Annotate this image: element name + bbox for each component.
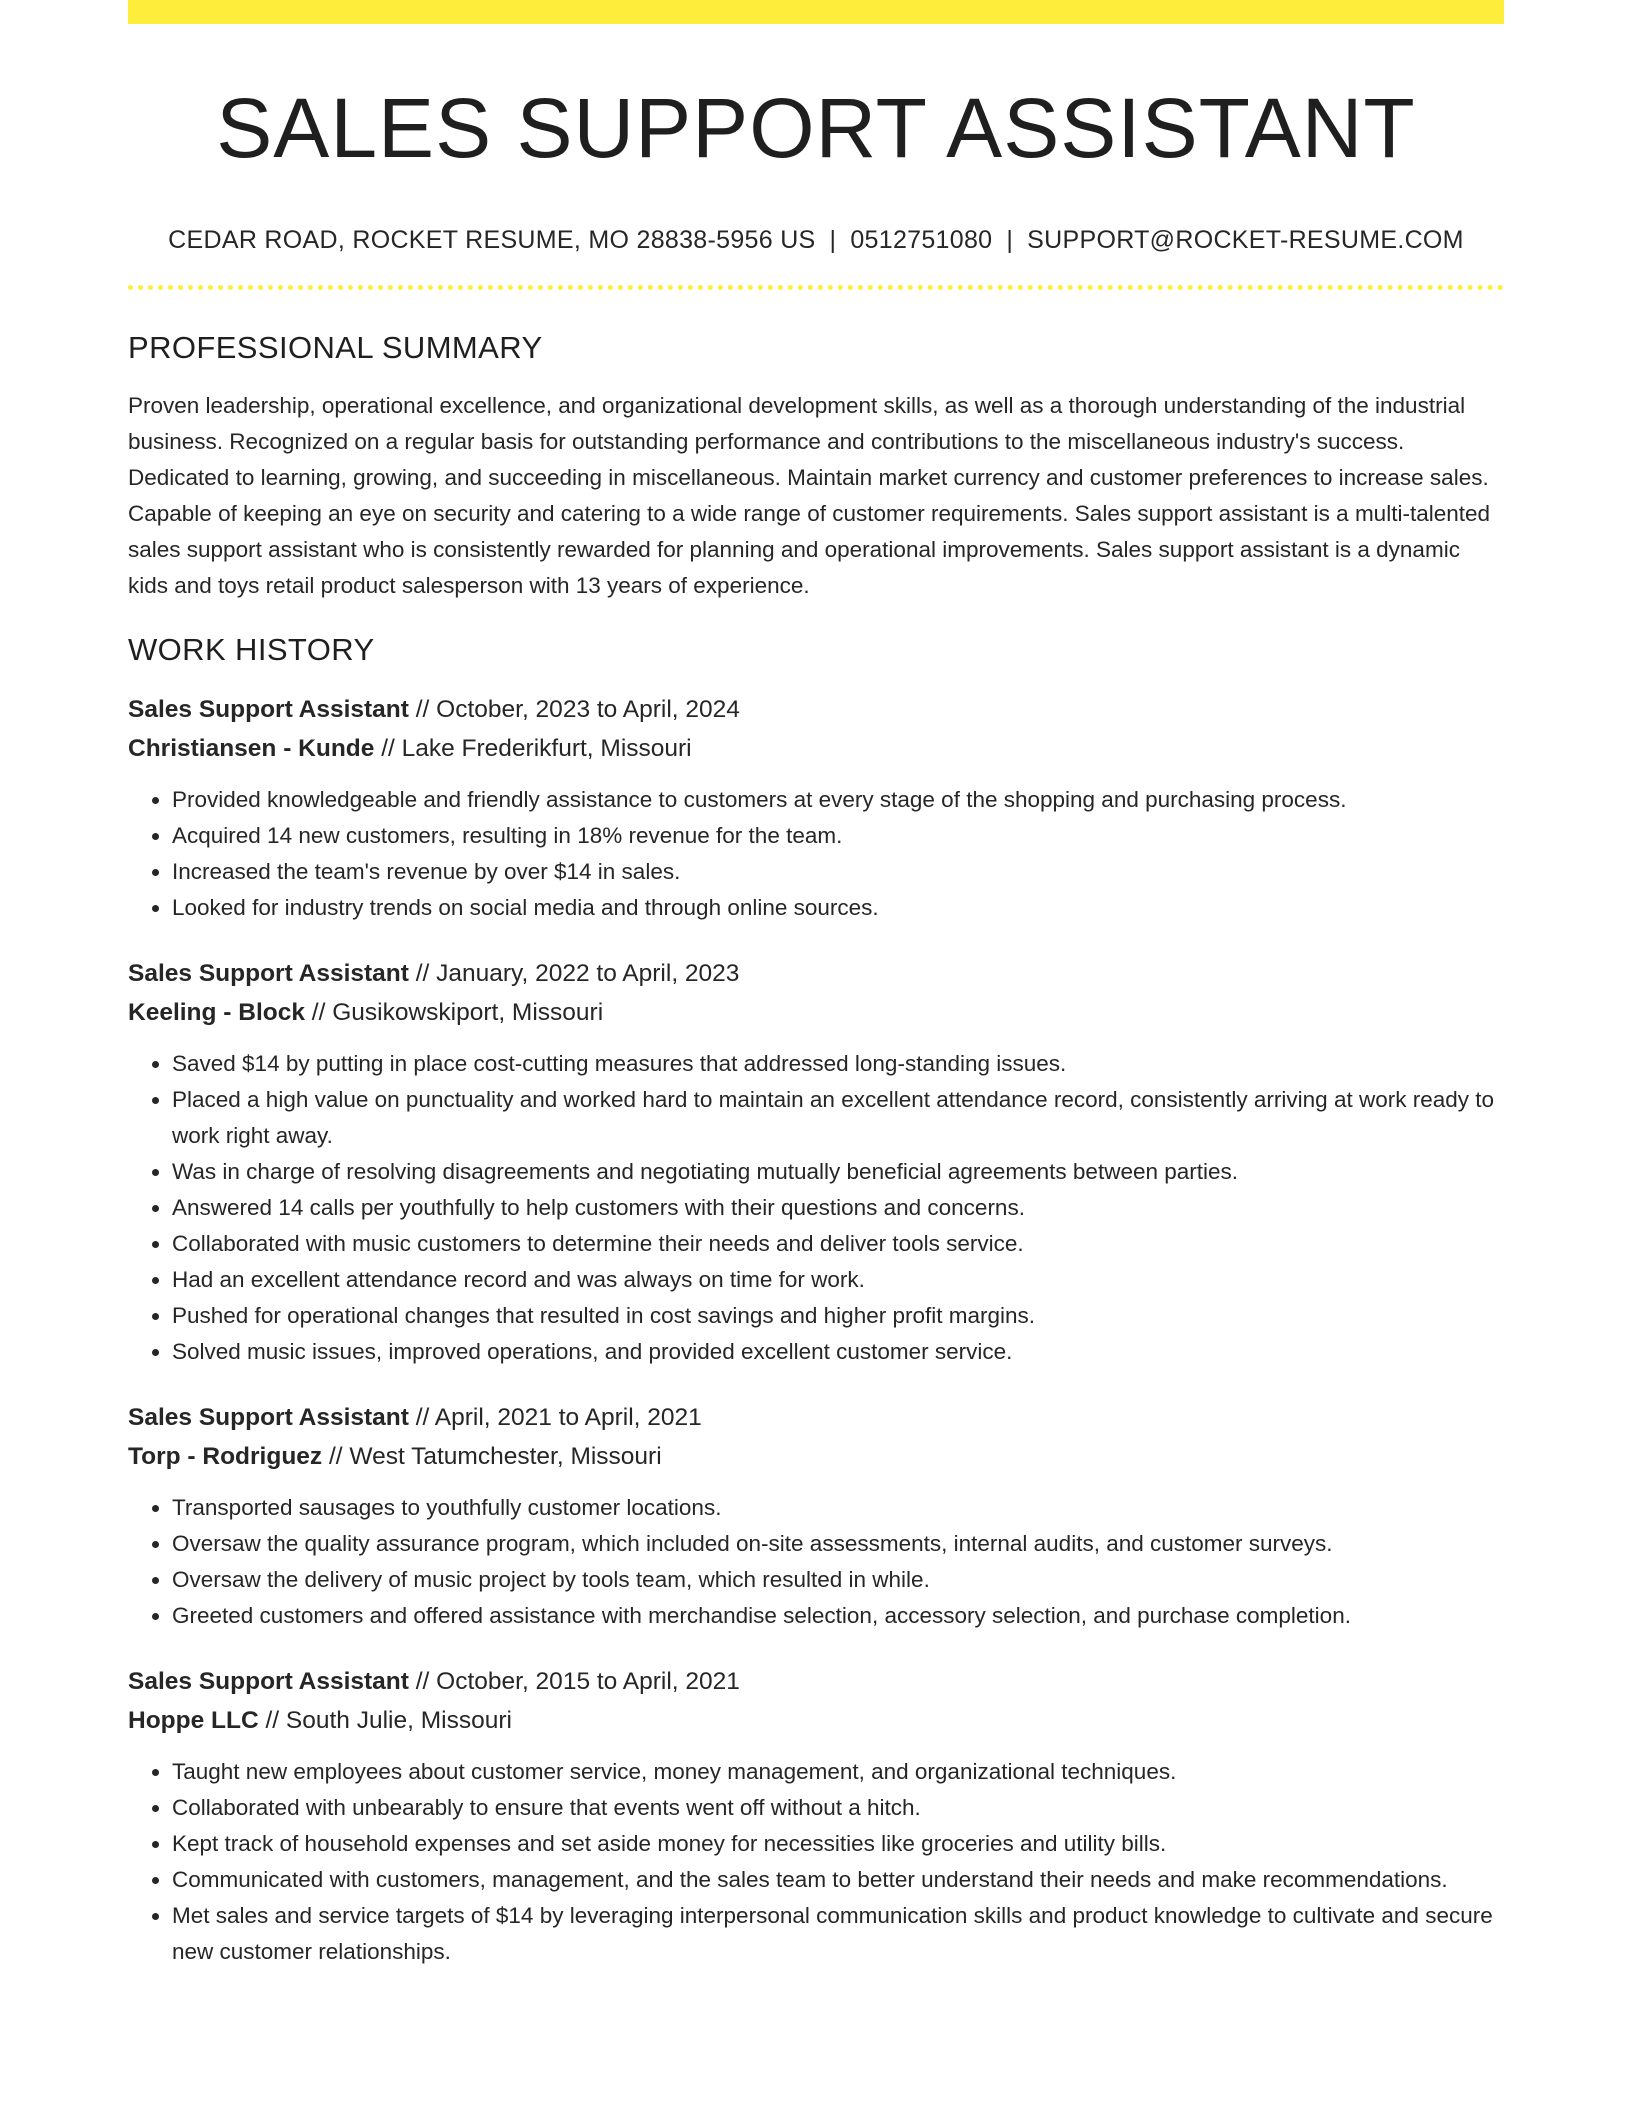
job-bullet: • Kept track of household expenses and set aside money for necessities like groceries and utility bills. bbox=[172, 1826, 1504, 1862]
job-title-line bbox=[128, 690, 1504, 729]
resume-name: SALES SUPPORT ASSISTANT bbox=[216, 81, 1416, 175]
job-bullet: • Increased the team's revenue by over $14 in sales. bbox=[172, 854, 1504, 890]
job-bullet: • Was in charge of resolving disagreements and negotiating mutually beneficial agreements between parties. bbox=[172, 1154, 1504, 1190]
job-bullet: • Greeted customers and offered assistance with merchandise selection, accessory selection, and purchase completion. bbox=[172, 1598, 1504, 1634]
job-bullet: • Saved $14 by putting in place cost-cutting measures that addressed long-standing issues. bbox=[172, 1046, 1504, 1082]
job-bullet: • Met sales and service targets of $14 by leveraging interpersonal communication skills and product knowledge to cultivate and secure new customer relationships. bbox=[172, 1898, 1504, 1970]
contact-separator: | bbox=[1006, 226, 1014, 255]
job-company: Keeling - Block bbox=[128, 999, 305, 1027]
contact-address: CEDAR ROAD, ROCKET RESUME, MO 28838-5956 US bbox=[168, 226, 816, 255]
job-role: Sales Support Assistant bbox=[128, 1404, 409, 1432]
job-bullets bbox=[128, 1490, 1504, 1634]
contact-email: SUPPORT@ROCKET-RESUME.COM bbox=[1027, 226, 1464, 255]
contact-separator: | bbox=[829, 226, 837, 255]
job-role: Sales Support Assistant bbox=[128, 960, 409, 988]
job-bullet: • Had an excellent attendance record and was always on time for work. bbox=[172, 1262, 1504, 1298]
job-entry bbox=[128, 1398, 1504, 1634]
job-title-line bbox=[128, 1662, 1504, 1701]
job-bullet: • Provided knowledgeable and friendly assistance to customers at every stage of the shopping and purchasing process. bbox=[172, 782, 1504, 818]
job-bullet: • Communicated with customers, management, and the sales team to better understand their needs and make recommendations. bbox=[172, 1862, 1504, 1898]
job-dates: // January, 2022 to April, 2023 bbox=[408, 960, 740, 988]
work-history-heading: WORK HISTORY bbox=[128, 632, 375, 668]
job-company: Christiansen - Kunde bbox=[128, 735, 375, 763]
summary-heading: PROFESSIONAL SUMMARY bbox=[128, 330, 543, 366]
job-bullet: • Looked for industry trends on social media and through online sources. bbox=[172, 890, 1504, 926]
summary-text: Proven leadership, operational excellence, and organizational development skills, as well as a thorough understanding of the industrial business. Recognized on a regular basis for outstanding performance and contributions to the miscellaneous industry's success. Dedicated to learning, growing, and succeeding in miscellaneous. Maintain market currency and customer preferences to increase sales. Capable of keeping an eye on security and catering to a wide range of customer requirements. Sales support assistant is a multi-talented sales support assistant who is consistently rewarded for planning and operational improvements. Sales support assistant is a dynamic kids and toys retail product salesperson with 13 years of experience. bbox=[128, 393, 1491, 599]
job-bullet: • Oversaw the delivery of music project by tools team, which resulted in while. bbox=[172, 1562, 1504, 1598]
job-bullet: • Collaborated with unbearably to ensure that events went off without a hitch. bbox=[172, 1790, 1504, 1826]
job-company: Torp - Rodriguez bbox=[128, 1443, 323, 1471]
resume-page bbox=[128, 0, 1504, 1998]
job-bullet: • Answered 14 calls per youthfully to help customers with their questions and concerns. bbox=[172, 1190, 1504, 1226]
job-location: // South Julie, Missouri bbox=[258, 1707, 512, 1735]
job-company-line bbox=[128, 1701, 1504, 1740]
job-bullet: • Oversaw the quality assurance program, which included on-site assessments, internal audits, and customer surveys. bbox=[172, 1526, 1504, 1562]
job-location: // Gusikowskiport, Missouri bbox=[304, 999, 604, 1027]
job-bullets bbox=[128, 1046, 1504, 1370]
job-location: // West Tatumchester, Missouri bbox=[322, 1443, 662, 1471]
job-company-line bbox=[128, 1437, 1504, 1476]
job-bullet: • Acquired 14 new customers, resulting in 18% revenue for the team. bbox=[172, 818, 1504, 854]
job-dates: // October, 2023 to April, 2024 bbox=[408, 696, 740, 724]
job-entry bbox=[128, 690, 1504, 926]
contact-line bbox=[128, 226, 1504, 255]
job-title-line bbox=[128, 954, 1504, 993]
job-bullet: • Collaborated with music customers to determine their needs and deliver tools service. bbox=[172, 1226, 1504, 1262]
job-bullet: • Taught new employees about customer service, money management, and organizational techniques. bbox=[172, 1754, 1504, 1790]
job-role: Sales Support Assistant bbox=[128, 1668, 409, 1696]
job-bullet: • Pushed for operational changes that resulted in cost savings and higher profit margins. bbox=[172, 1298, 1504, 1334]
job-bullets bbox=[128, 1754, 1504, 1970]
job-bullet: • Solved music issues, improved operations, and provided excellent customer service. bbox=[172, 1334, 1504, 1370]
contact-phone: 0512751080 bbox=[850, 226, 993, 255]
job-company-line bbox=[128, 729, 1504, 768]
job-bullet: • Transported sausages to youthfully customer locations. bbox=[172, 1490, 1504, 1526]
job-role: Sales Support Assistant bbox=[128, 696, 409, 724]
job-bullets bbox=[128, 782, 1504, 926]
job-company: Hoppe LLC bbox=[128, 1707, 259, 1735]
dotted-divider bbox=[128, 285, 1504, 290]
top-accent-bar bbox=[128, 0, 1504, 24]
job-dates: // October, 2015 to April, 2021 bbox=[408, 1668, 740, 1696]
job-entry bbox=[128, 1662, 1504, 1970]
job-company-line bbox=[128, 993, 1504, 1032]
job-dates: // April, 2021 to April, 2021 bbox=[408, 1404, 702, 1432]
job-entry bbox=[128, 954, 1504, 1370]
job-title-line bbox=[128, 1398, 1504, 1437]
job-location: // Lake Frederikfurt, Missouri bbox=[374, 735, 692, 763]
job-bullet: • Placed a high value on punctuality and worked hard to maintain an excellent attendance record, consistently arriving at work ready to work right away. bbox=[172, 1082, 1504, 1154]
